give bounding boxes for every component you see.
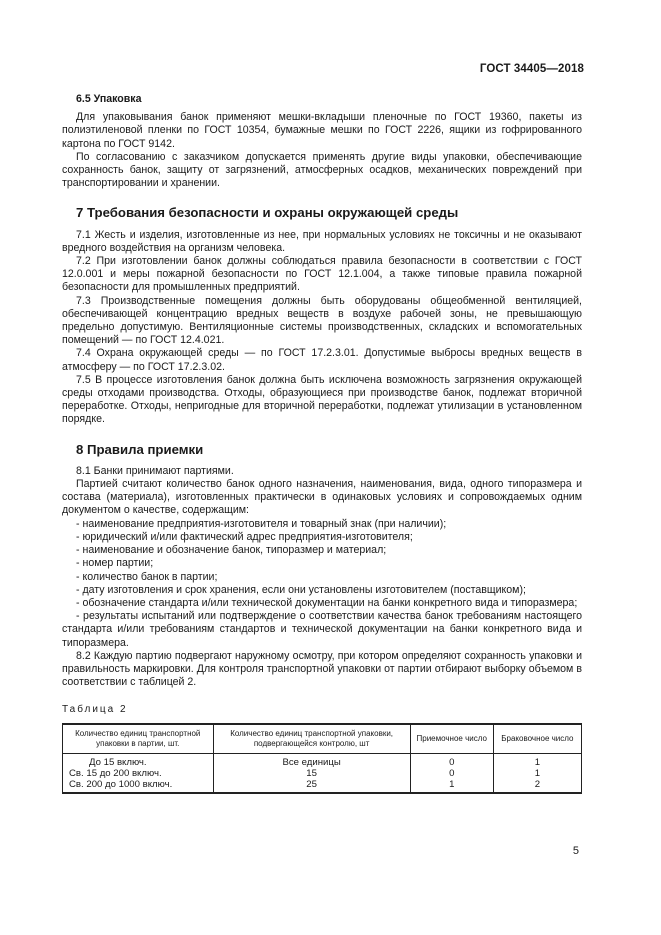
table-header-cell: Количество единиц транспортной упаковки, подвергающейся контролю, шт bbox=[213, 724, 410, 754]
table-cell: 0 bbox=[410, 753, 493, 768]
paragraph: 7.3 Производственные помещения должны быть оборудованы общеобменной вентиляцией, обеспечивающей концентрацию вредных веществ в воздухе рабочей зоны, не превышающую предельно допустимую. Вентиляционные системы производственных, складских и вспомогательных помещений — по ГОСТ 12.4.021. bbox=[62, 294, 582, 347]
table-cell: 1 bbox=[493, 768, 581, 779]
table-header-cell: Браковочное число bbox=[493, 724, 581, 754]
table-cell: До 15 включ. bbox=[63, 753, 214, 768]
list-item: - обозначение стандарта и/или технической документации на банки конкретного вида и типоразмера; bbox=[76, 596, 578, 609]
table-cell: 2 bbox=[493, 779, 581, 793]
table-cell: 25 bbox=[213, 779, 410, 793]
document-contents-list bbox=[62, 518, 582, 650]
table-cell: 1 bbox=[493, 753, 581, 768]
page-content bbox=[62, 93, 582, 794]
section-6-5-title: 6.5 Упаковка bbox=[76, 93, 142, 105]
table-header-cell: Количество единиц транспортной упаковки в партии, шт. bbox=[63, 724, 214, 754]
list-item: - наименование и обозначение банок, типоразмер и материал; bbox=[76, 544, 387, 557]
table-caption: Таблица 2 bbox=[62, 704, 128, 716]
paragraph: 7.4 Охрана окружающей среды — по ГОСТ 17.2.3.01. Допустимые выбросы вредных веществ в атмосферу — по ГОСТ 17.2.3.02. bbox=[62, 347, 582, 373]
paragraph: 8.1 Банки принимают партиями. bbox=[76, 464, 234, 477]
table-cell: 0 bbox=[410, 768, 493, 779]
paragraph: 7.2 При изготовлении банок должны соблюдаться правила безопасности в соответствии с ГОСТ 12.0.001 и меры пожарной безопасности по ГОСТ 12.1.004, а также типовые правила пожарной безопасности для промышленных предприятий. bbox=[62, 255, 582, 294]
list-item: - номер партии; bbox=[76, 557, 154, 570]
table-row bbox=[63, 779, 582, 793]
sampling-table bbox=[62, 723, 582, 795]
list-item: - количество банок в партии; bbox=[76, 570, 218, 583]
paragraph: По согласованию с заказчиком допускается применять другие виды упаковки, обеспечивающие сохранность банок, защиту от загрязнений, атмосферных осадков, механических повреждений при транспортировании и хранении. bbox=[62, 150, 582, 190]
table-row bbox=[63, 753, 582, 768]
list-item: - наименование предприятия-изготовителя и товарный знак (при наличии); bbox=[76, 517, 447, 530]
paragraph: 7.1 Жесть и изделия, изготовленные из нее, при нормальных условиях не токсичны и не оказывают вредного воздействия на организм человека. bbox=[62, 228, 582, 254]
page-number: 5 bbox=[572, 845, 579, 857]
paragraph: Для упаковывания банок применяют мешки-вкладыши пленочные по ГОСТ 19360, пакеты из полиэтиленовой пленки по ГОСТ 10354, бумажные мешки по ГОСТ 2226, ящики из гофрированного картона по ГОСТ 9142. bbox=[62, 111, 582, 150]
list-item: - юридический и/или фактический адрес предприятия-изготовителя; bbox=[76, 530, 413, 543]
paragraph: Партией считают количество банок одного назначения, наименования, вида, одного типоразмера и состава (материала), изготовленных практически в одинаковых условиях и сопровождаемых одним документом о качестве, содержащим: bbox=[62, 478, 582, 517]
table-header-row bbox=[63, 724, 582, 754]
table-cell: 1 bbox=[410, 779, 493, 793]
section-8-title: 8 Правила приемки bbox=[76, 441, 204, 457]
list-item: - дату изготовления и срок хранения, если они установлены изготовителем (поставщиком); bbox=[76, 583, 526, 596]
section-7-title: 7 Требования безопасности и охраны окружающей среды bbox=[76, 205, 459, 221]
paragraph: 7.5 В процессе изготовления банок должна быть исключена возможность загрязнения окружающей среды отходами производства. Отходы, образующиеся при производстве банок, подлежат вторичной переработке. Отходы, непригодные для вторичной переработки, подлежат утилизации в установленном порядке. bbox=[62, 373, 582, 426]
table-row bbox=[63, 768, 582, 779]
table-cell: Св. 200 до 1000 включ. bbox=[63, 779, 214, 793]
paragraph: 8.2 Каждую партию подвергают наружному осмотру, при котором определяют сохранность упаковки и правильность маркировки. Для контроля транспортной упаковки от партии отбирают выборку объемом в соответствии с таблицей 2. bbox=[62, 649, 582, 689]
document-code-header: ГОСТ 34405—2018 bbox=[479, 63, 584, 75]
list-item: - результаты испытаний или подтверждение о соответствии качества банок требованиям настоящего стандарта и/или требованиям стандартов и технической документации на банки конкретного вида и типоразмера. bbox=[62, 610, 582, 649]
table-cell: 15 bbox=[213, 768, 410, 779]
table-cell: Все единицы bbox=[213, 753, 410, 768]
table-header-cell: Приемочное число bbox=[410, 724, 493, 754]
table-cell: Св. 15 до 200 включ. bbox=[63, 768, 214, 779]
